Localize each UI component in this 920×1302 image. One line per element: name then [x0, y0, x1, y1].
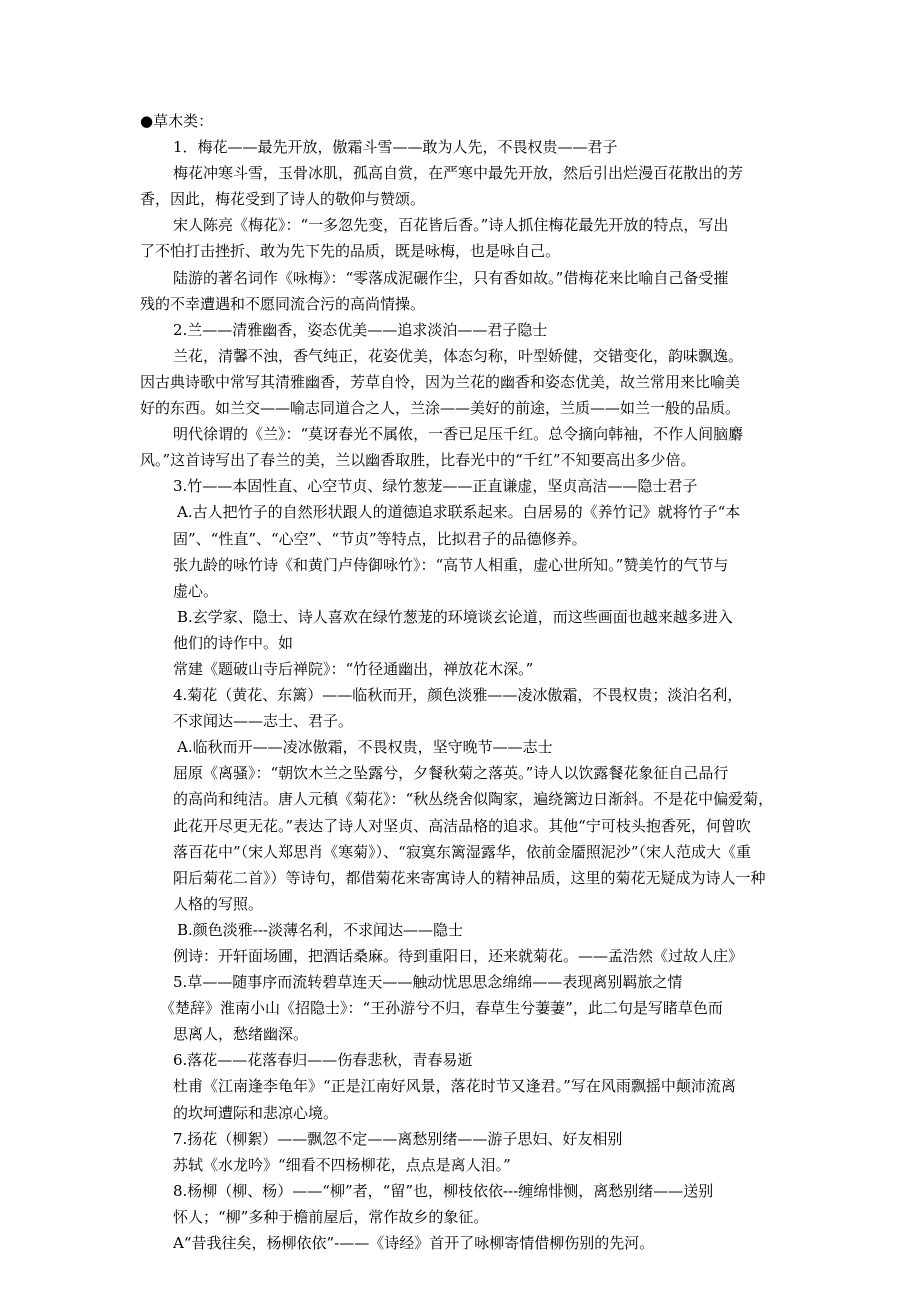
text-line: 好的东西。如兰交——喻志同道合之人，兰涂——美好的前途，兰质——如兰一般的品质。: [140, 399, 741, 418]
text-line: 明代徐谓的《兰》：“莫讶春光不属侬，一香已足压千红。总令摘向韩袖，不作人间脑麝: [173, 425, 744, 444]
text-line: 虚心。: [173, 581, 219, 600]
text-lines: [140, 134, 790, 1256]
text-line: 《楚辞》淮南小山《招隐士》：“王孙游兮不归，春草生兮萋萋”，此二句是写睹草色而: [160, 999, 723, 1018]
text-line: 香，因此，梅花受到了诗人的敬仰与赞颂。: [140, 190, 426, 209]
text-line: 张九龄的咏竹诗《和黄门卢侍御咏竹》：“高节人相重，虚心世所知。”赞美竹的气节与: [173, 555, 729, 574]
text-line: 因古典诗歌中常写其清雅幽香，芳草自怜，因为兰花的幽香和姿态优美，故兰常用来比喻美: [140, 372, 741, 391]
text-line: 常建《题破山寺后禅院》：“竹径通幽出，禅放花木深。”: [173, 659, 534, 678]
text-line: 2.兰——清雅幽香，姿态优美——追求淡泊——君子隐士: [173, 320, 548, 339]
text-line: 宋人陈亮《梅花》：“一多忽先变，百花皆后香。”诗人抓住梅花最先开放的特点，写出: [173, 216, 729, 235]
text-line: 不求闻达——志士、君子。: [173, 712, 354, 731]
text-line: 6.落花——花落春归——伤春悲秋，青春易逝: [173, 1051, 473, 1070]
text-line: 8.杨柳（柳、杨）——“柳”者，“留”也，柳枝依依---缠绵悱恻，离愁别绪——送别: [173, 1181, 714, 1200]
text-line: 残的不幸遭遇和不愿同流合污的高尚情操。: [140, 294, 426, 313]
category-heading: ●草木类：: [140, 112, 214, 130]
text-line: 的高尚和纯洁。唐人元稹《菊花》：“秋丛绕舍似陶家，遍绕篱边日渐斜。不是花中偏爱菊，: [173, 790, 774, 809]
text-line: 屈原《离骚》：“朝饮木兰之坠露兮，夕餐秋菊之落英。”诗人以饮露餐花象征自己品行: [173, 764, 729, 783]
text-line: 思离人，愁绪幽深。: [173, 1025, 309, 1044]
text-line: A.古人把竹子的自然形状跟人的道德追求联系起来。白居易的《养竹记》就将竹子“本: [177, 503, 741, 522]
text-line: 风。”这首诗写出了春兰的美，兰以幽香取胜，比春光中的“千红”不知要高出多少倍。: [140, 451, 696, 470]
text-line: 阳后菊花二首》）等诗句，都借菊花来寄寓诗人的精神品质，这里的菊花无疑成为诗人一种: [173, 868, 766, 887]
text-line: 7.扬花（柳絮）——飘忽不定——离愁别绪——游子思妇、好友相别: [173, 1129, 623, 1148]
text-line: 陆游的著名词作《咏梅》：“零落成泥碾作尘，只有香如故。”借梅花来比喻自己备受摧: [173, 268, 729, 287]
text-line: 梅花冲寒斗雪，玉骨冰肌，孤高自赏，在严寒中最先开放，然后引出烂漫百花散出的芳: [173, 164, 744, 183]
text-line: 的坎坷遭际和悲凉心境。: [173, 1103, 339, 1122]
text-line: A“昔我往矣，杨柳依依”-——《诗经》首开了咏柳寄情借柳伤别的先河。: [173, 1234, 655, 1253]
text-line: 4.菊花（黄花、东篱）——临秋而开，颜色淡雅——凌冰傲霜，不畏权贵；淡泊名利，: [173, 686, 743, 705]
text-line: A.临秋而开——凌冰傲霜，不畏权贵，坚守晚节——志士: [177, 738, 553, 757]
text-line: 兰花，清馨不浊，香气纯正，花姿优美，体态匀称，叶型娇健，交错变化，韵味飘逸。: [173, 346, 744, 365]
text-line: 他们的诗作中。如: [173, 633, 294, 652]
text-line: B.玄学家、隐士、诗人喜欢在绿竹葱茏的环境谈玄论道，而这些画面也越来越多进入: [177, 607, 733, 626]
text-line: 固”、“性直”、“心空”、“节贞”等特点，比拟君子的品德修养。: [173, 529, 587, 548]
document-body: [140, 108, 790, 1256]
text-line: 人格的写照。: [173, 894, 264, 913]
text-line: 怀人；“柳”多种于檐前屋后，常作故乡的象征。: [173, 1207, 489, 1226]
text-line: 苏轼《水龙吟》“细看不四杨柳花，点点是离人泪。”: [173, 1155, 511, 1174]
text-line: 1．梅花——最先开放，傲霜斗雪——敢为人先，不畏权贵——君子: [173, 138, 618, 157]
text-line: 了不怕打击挫折、敢为先下先的品质，既是咏梅，也是咏自己。: [140, 242, 561, 261]
text-line: 杜甫《江南逢李龟年》“正是江南好风景，落花时节又逢君。”写在风雨飘摇中颠沛流离: [173, 1077, 736, 1096]
text-line: 3.竹——本固性直、心空节贞、绿竹葱茏——正直谦虚，坚贞高洁——隐士君子: [173, 477, 698, 496]
text-line: B.颜色淡雅---淡薄名利，不求闻达——隐士: [177, 920, 463, 939]
text-line: 此花开尽更无花。”表达了诗人对坚贞、高洁品格的追求。其他“宁可枝头抱香死，何曾吹: [173, 816, 751, 835]
text-line: 例诗：开轩面场圃，把酒话桑麻。待到重阳日，还来就菊花。——孟浩然《过故人庄》: [173, 947, 744, 965]
text-line: 落百花中”（宋人郑思肖《寒菊》）、“寂寞东篱湿露华，依前金靥照泥沙”（宋人范成大《重: [173, 842, 752, 861]
text-line: 5.草——随事序而流转碧草连天——触动忧思思念绵绵——表现离别羁旅之情: [173, 973, 683, 992]
